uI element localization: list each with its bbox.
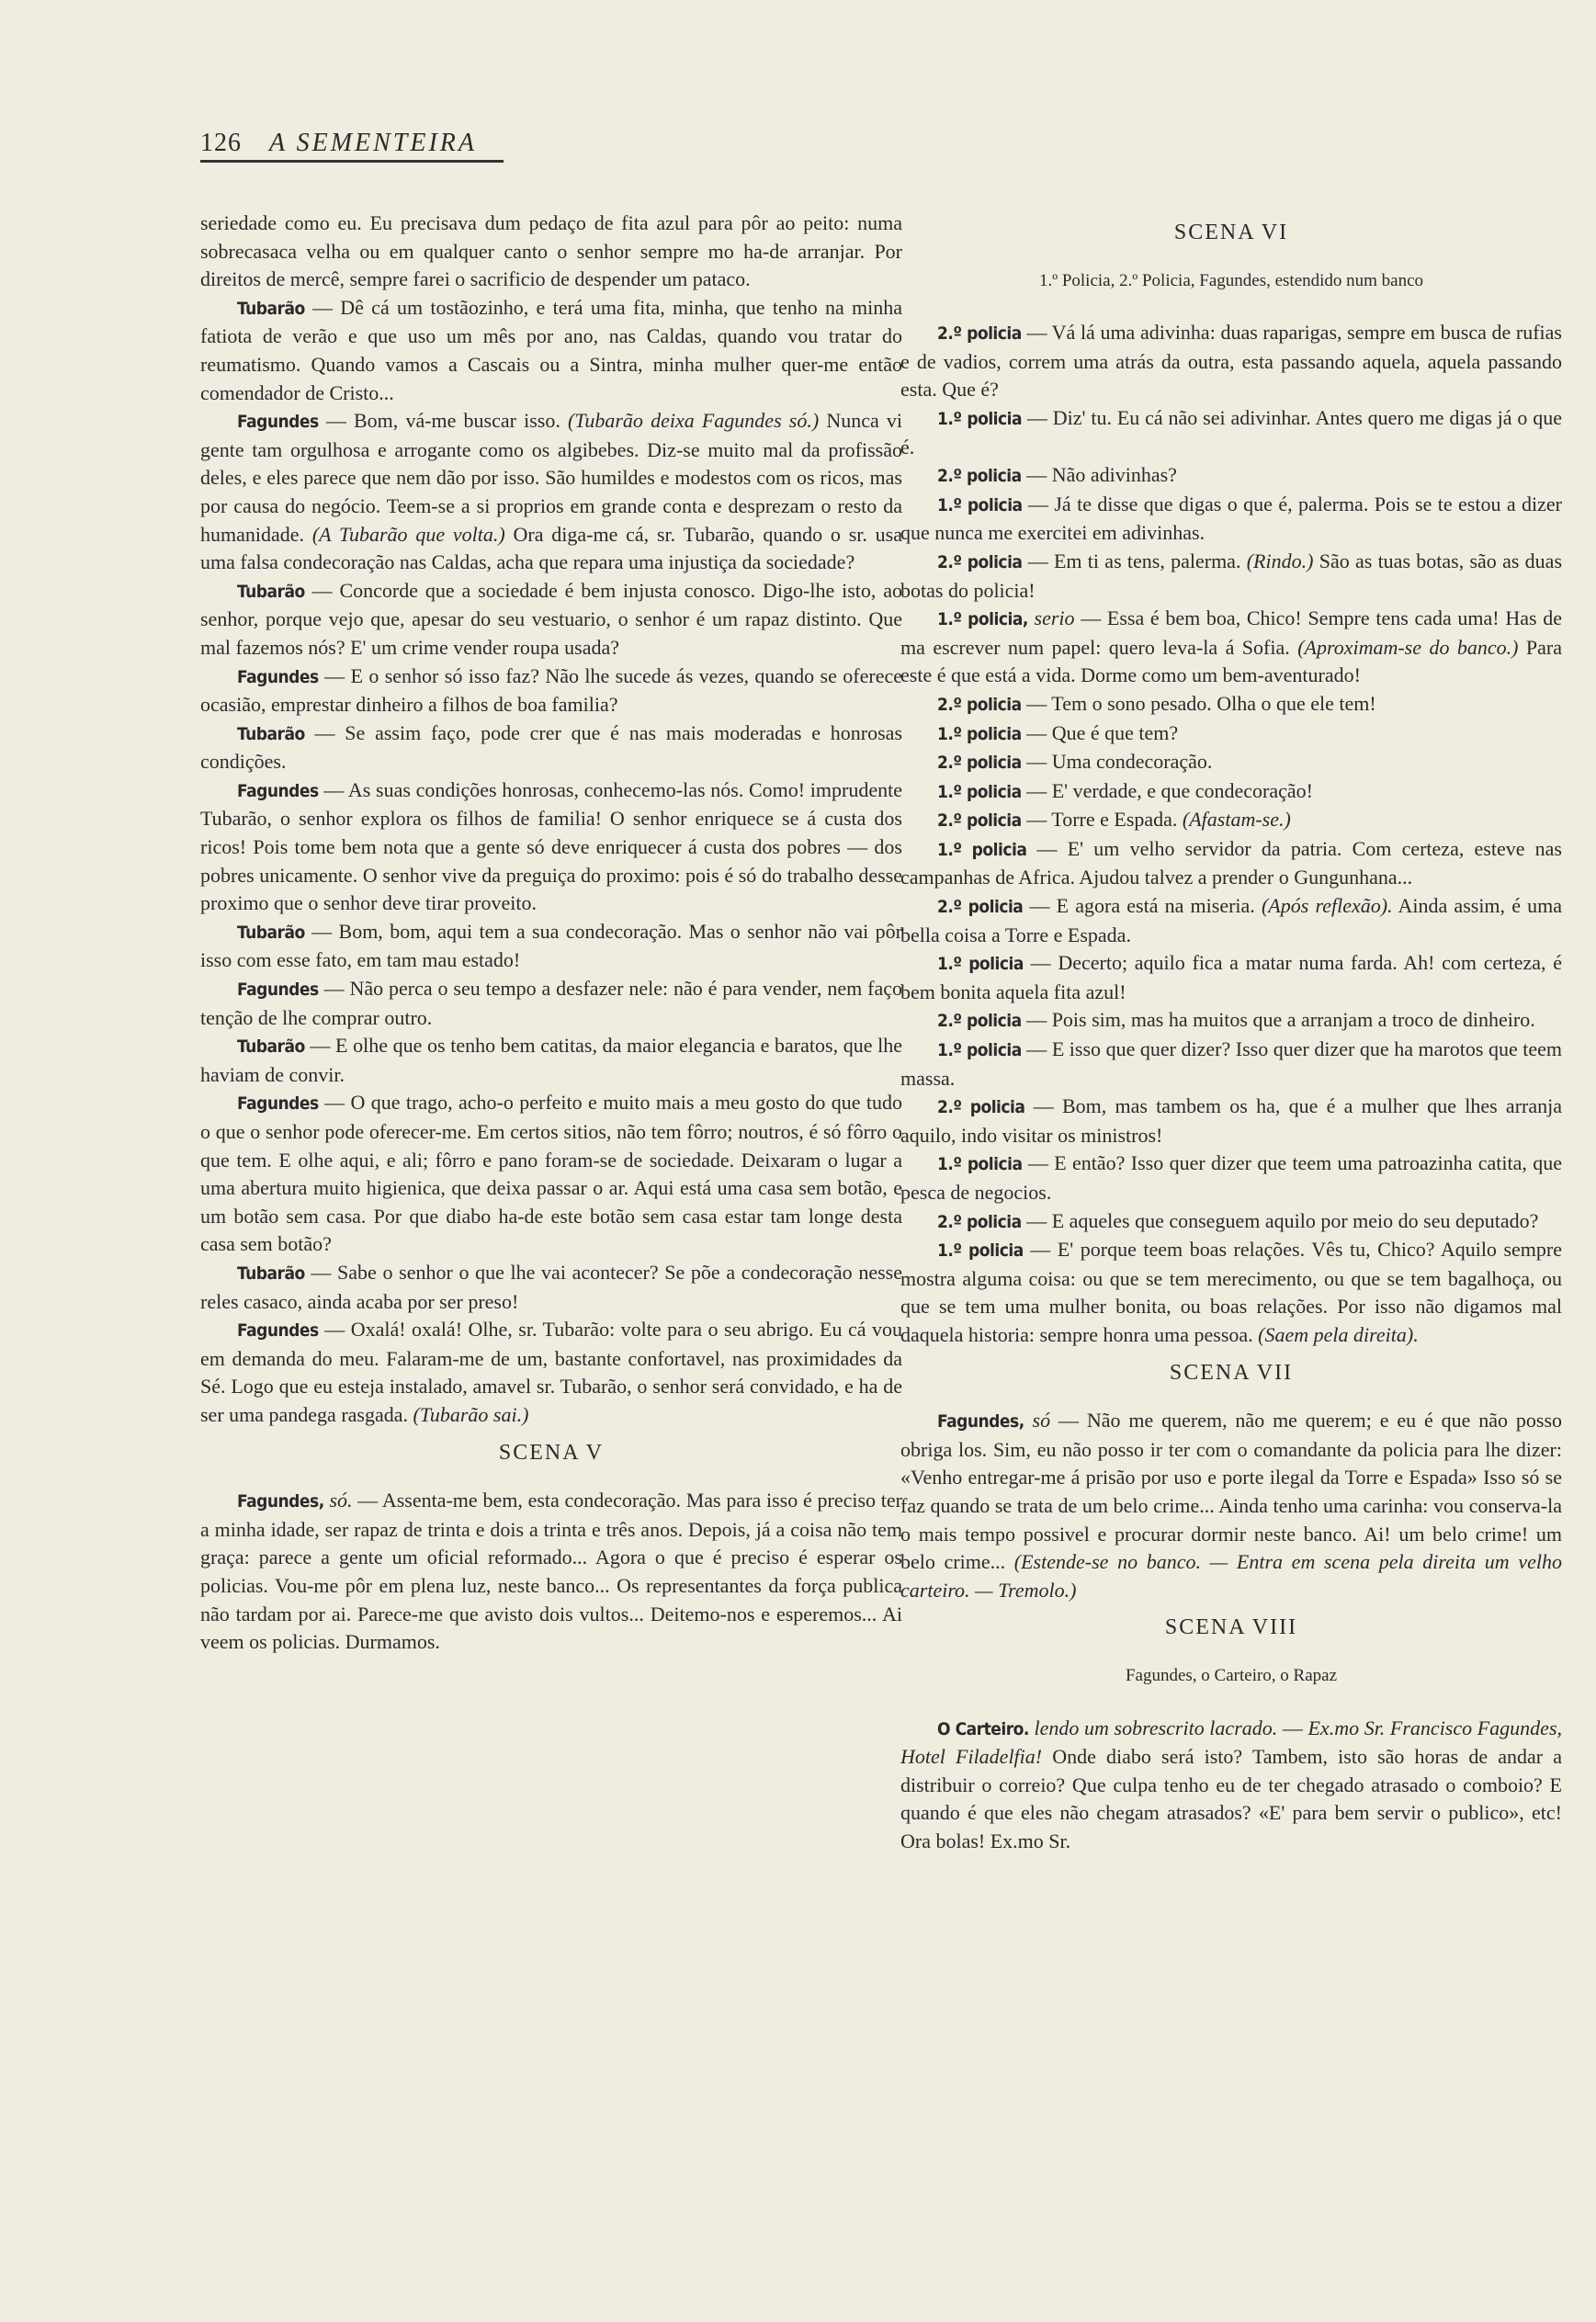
speaker-name: 1.º policia — [937, 954, 1024, 975]
dialogue-text: — Vá lá uma adivinha: duas raparigas, sempre em busca de rufias e de vadios, correm uma atrás da outra, esta passando aquela, aquela passando esta. Que é? — [900, 321, 1562, 402]
speaker-name: 1.º policia — [937, 1154, 1023, 1175]
dialogue-text: — E o senhor só isso faz? Não lhe sucede ás vezes, quando se oferece ocasião, emprestar dinheiro a filhos de boa familia? — [200, 663, 902, 717]
speaker-name: O Carteiro. — [937, 1718, 1029, 1739]
right-column — [900, 210, 1562, 1855]
speaker-name: Tubarão — [237, 581, 305, 602]
stage-direction: serio — [1027, 606, 1075, 630]
dialogue-paragraph — [200, 663, 902, 719]
speaker-name: 2.º policia — [937, 323, 1022, 345]
stage-direction: (Saem pela direita). — [1258, 1322, 1419, 1346]
dialogue-paragraph — [900, 949, 1562, 1006]
dialogue-text: — Tem o sono pesado. Olha o que ele tem! — [1021, 691, 1376, 715]
dialogue-text: — As suas condições honrosas, conhecemo-las nós. Como! imprudente Tubarão, o senhor explora os filhos de familia! O senhor enriquece se á custa dos ricos! Pois tome bem nota que a gente só deve enriquecer á custa dos pobres — dos pobres unicamente. O senhor vive da preguiça do proximo: pois é só do trabalho desse proximo que o senhor deve tirar proveito. — [200, 777, 902, 915]
dialogue-paragraph — [200, 1032, 902, 1089]
stage-direction: Ex.mo Sr. Francisco Fagundes, Hotel Filadelfia! — [900, 1716, 1563, 1769]
speaker-name: Tubarão — [237, 298, 305, 319]
stage-direction: só — [1024, 1409, 1051, 1433]
dialogue-paragraph — [900, 748, 1562, 777]
dialogue-text: Nunca vi gente tam orgulhosa e arrogante como os algibebes. Diz-se muito mal da profissão deles, e eles parece que nem dão por isso. São humildes e modestos com os ricos, mas por causa do negócio. Teem-se a si proprios em grande conta e desprezam o resto da humanidade. — [200, 409, 903, 546]
speaker-name: 2.º policia — [937, 810, 1022, 832]
dialogue-text: — Torre e Espada. — [1021, 808, 1183, 832]
speaker-name: 2.º policia — [937, 1097, 1025, 1118]
speaker-name: 1.º policia — [937, 839, 1027, 860]
dialogue-paragraph — [900, 719, 1562, 749]
stage-direction: (Tubarão deixa Fagundes só.) — [568, 409, 820, 433]
dialogue-text: — Bom, mas tambem os ha, que é a mulher que lhes arranja aquilo, indo visitar os ministros! — [900, 1094, 1562, 1147]
dialogue-paragraph — [900, 777, 1562, 807]
dialogue-text: Ora diga-me cá, sr. Tubarão, quando o sr. usa uma falsa condecoração nas Caldas, acha que repara uma injustiça da sociedade? — [200, 522, 902, 574]
dialogue-paragraph — [900, 1093, 1562, 1150]
dialogue-text: — — [1277, 1716, 1308, 1739]
dialogue-text: — E' porque teem boas relações. Vês tu, Chico? Aquilo sempre mostra alguma coisa: ou que se tem merecimento, ou que se tem bagalhoça, ou que se tem uma mulher bonita, ou boas relações. Por isso não digamos mal daquela historia: sempre honra uma pessoa. — [900, 1238, 1562, 1346]
speaker-name: Fagundes, — [237, 1491, 324, 1512]
dialogue-text: — Oxalá! oxalá! Olhe, sr. Tubarão: volte para o seu abrigo. Eu cá vou em demanda do meu. Falaram-me de um, bastante confortavel, nas proximidades da Sé. Logo que eu esteja instalado, amavel sr. Tubarão, o senhor será convidado, e ha de ser uma pandega rasgada. — [200, 1318, 902, 1426]
scene-heading: SCENA VIII — [1164, 1615, 1298, 1640]
dialogue-paragraph — [900, 548, 1562, 605]
dialogue-text: — E isso que quer dizer? Isso quer dizer que ha marotos que teem massa. — [900, 1037, 1562, 1090]
page-number: 126 — [200, 129, 242, 157]
dialogue-paragraph — [200, 1487, 902, 1657]
speaker-name: 2.º policia — [937, 897, 1024, 918]
stage-direction: (Estende-se no banco. — Entra em scena pela direita um velho carteiro. — Tremolo.) — [900, 1550, 1562, 1602]
dialogue-text: Para este é que está a vida. Dorme como um bem-aventurado! — [900, 635, 1563, 687]
dialogue-text: — Dê cá um tostãozinho, e terá uma fita, minha, que tenho na minha fatiota de verão e que uso um mês por ano, nas Caldas, quando vou tratar do reumatismo. Quando vamos a Cascais ou a Sintra, minha mulher quer-me então comendador de Cristo... — [200, 295, 902, 404]
dialogue-paragraph — [200, 210, 902, 294]
speaker-name: 2.º policia — [937, 1011, 1022, 1032]
stage-direction: (Afastam-se.) — [1182, 808, 1291, 832]
stage-direction: (Aproximam-se do banco.) — [1297, 635, 1519, 659]
speaker-name: Fagundes, — [937, 1411, 1024, 1433]
speaker-name: Fagundes — [237, 412, 319, 433]
speaker-name: Tubarão — [237, 723, 305, 744]
dialogue-text: — Sabe o senhor o que lhe vai acontecer? Se põe a condecoração nesse reles casaco, ainda acaba por ser preso! — [200, 1260, 902, 1313]
stage-direction: (Rindo.) — [1246, 549, 1314, 572]
dialogue-paragraph — [900, 806, 1562, 835]
stage-direction: (Tubarão sai.) — [413, 1402, 529, 1426]
publication-title: A SEMENTEIRA — [269, 129, 478, 157]
scene-heading: SCENA VI — [1173, 221, 1289, 244]
dialogue-paragraph — [200, 776, 902, 918]
speaker-name: Tubarão — [237, 922, 305, 943]
dialogue-text: — Bom, vá-me buscar isso. — [318, 409, 569, 433]
left-column — [200, 210, 902, 1657]
dialogue-text: — Assenta-me bem, esta condecoração. Mas para isso é preciso ter a minha idade, ser rapaz de trinta e dois a trinta e três anos. Depois, já a coisa não tem graça: parece a gente um oficial reformado... Agora o que é preciso é esperar os policias. Vou-me pôr em plena luz, neste banco... Os representantes da força publica não tardam por ai. Parece-me que avisto dois vultos... Deitemo-nos e esperemos... Ai veem os policias. Durmamos. — [200, 1489, 902, 1654]
speaker-name: 1.º policia — [937, 1040, 1022, 1061]
speaker-name: Fagundes — [237, 1320, 319, 1342]
scene-cast: 1.º Policia, 2.º Policia, Fagundes, estendido num banco — [1038, 270, 1424, 290]
scene-cast: Fagundes, o Carteiro, o Rapaz — [1125, 1665, 1338, 1685]
dialogue-text: — Não adivinhas? — [1021, 463, 1177, 487]
dialogue-paragraph — [900, 690, 1562, 719]
dialogue-text: — E' um velho servidor da patria. Com certeza, esteve nas campanhas de Africa. Ajudou talvez a prender o Gungunhana... — [900, 836, 1562, 889]
speaker-name: 2.º policia — [937, 753, 1022, 774]
speaker-name: 1.º policia — [937, 781, 1022, 802]
dialogue-paragraph — [900, 1150, 1562, 1206]
dialogue-text: — Concorde que a sociedade é bem injusta conosco. Digo-lhe isto, ao senhor, porque vejo que, apesar do seu vestuario, o senhor é um rapaz distinto. Que mal fazemos nós? E' um crime vender roupa usada? — [200, 578, 902, 659]
page-header — [200, 129, 504, 163]
dialogue-text: seriedade como eu. Eu precisava dum pedaço de fita azul para pôr ao peito: numa sobrecasaca velha ou em qualquer canto o senhor sempre mo ha-de arranjar. Por direitos de mercê, sempre farei o sacrificio de despender um pataco. — [200, 211, 902, 291]
speaker-name: Fagundes — [237, 1093, 319, 1115]
dialogue-text: — Essa é bem boa, Chico! Sempre tens cada uma! Has de ma escrever num papel: quero leva-la á Sofia. — [900, 606, 1562, 659]
dialogue-paragraph — [200, 1316, 902, 1429]
dialogue-text: — Uma condecoração. — [1021, 750, 1213, 774]
speaker-name: Tubarão — [237, 1263, 305, 1284]
dialogue-text: — Pois sim, mas ha muitos que a arranjam a troco de dinheiro. — [1021, 1008, 1535, 1032]
speaker-name: Fagundes — [237, 980, 319, 1001]
speaker-name: Tubarão — [237, 1036, 305, 1058]
dialogue-text: — Não perca o seu tempo a desfazer nele: não é para vender, nem faço tenção de lhe comprar outro. — [200, 977, 902, 1029]
dialogue-text: — E' verdade, e que condecoração! — [1021, 778, 1313, 802]
dialogue-text: — O que trago, acho-o perfeito e muito mais a meu gosto do que tudo o que o senhor pode oferecer-me. Em certos sitios, não tem fôrro; noutros, é só fôrro o que tem. E olhe aqui, e ali; fôrro e pano foram-se de sociedade. Deixaram o lugar a uma abertura muito higienica, que deixa passar o ar. Aqui está uma casa sem botão, e um botão sem casa. Por que diabo ha-de este botão sem casa estar tam longe desta casa sem botão? — [200, 1091, 902, 1256]
dialogue-text: — E olhe que os tenho bem catitas, da maior elegancia e baratos, que lhe haviam de convir. — [200, 1034, 902, 1086]
dialogue-text: — Que é que tem? — [1021, 720, 1179, 744]
dialogue-paragraph — [900, 461, 1562, 491]
dialogue-paragraph — [900, 1715, 1562, 1856]
dialogue-text: — Diz' tu. Eu cá não sei adivinhar. Antes quero me digas já o que é. — [900, 405, 1562, 459]
scene-heading: SCENA VII — [1169, 1360, 1294, 1385]
dialogue-paragraph — [900, 1036, 1562, 1093]
speaker-name: Fagundes — [237, 666, 319, 687]
dialogue-text: — E agora está na miseria. — [1023, 894, 1262, 918]
stage-direction: (A Tubarão que volta.) — [311, 522, 505, 546]
dialogue-paragraph — [200, 918, 902, 975]
dialogue-paragraph — [200, 577, 902, 663]
dialogue-paragraph — [900, 1207, 1562, 1237]
speaker-name: 1.º policia — [937, 723, 1022, 744]
scene-heading: SCENA V — [498, 1440, 605, 1465]
speaker-name: 2.º policia — [937, 1211, 1022, 1232]
speaker-name: 2.º policia — [937, 694, 1022, 715]
dialogue-paragraph — [900, 404, 1562, 461]
dialogue-text: — Bom, bom, aqui tem a sua condecoração. Mas o senhor não vai pôr isso com esse fato, em tam mau estado! — [200, 919, 902, 972]
stage-direction: (Após reflexão). — [1261, 894, 1393, 918]
dialogue-paragraph — [200, 719, 902, 776]
dialogue-text: — Decerto; aquilo fica a matar numa farda. Ah! com certeza, é bem bonita aquela fita azul! — [900, 951, 1562, 1003]
speaker-name: 1.º policia — [937, 1240, 1024, 1262]
dialogue-paragraph — [900, 892, 1562, 949]
dialogue-paragraph — [900, 491, 1562, 548]
dialogue-text: — Se assim faço, pode crer que é nas mais moderadas e honrosas condições. — [200, 720, 902, 774]
dialogue-text: — Em ti as tens, palerma. — [1022, 549, 1247, 572]
dialogue-text: — E então? Isso quer dizer que teem uma patroazinha catita, que pesca de negocios. — [900, 1151, 1562, 1204]
stage-direction: lendo um sobrescrito lacrado. — [1028, 1716, 1278, 1739]
dialogue-text: Onde diabo será isto? Tambem, isto são horas de andar a distribuir o correio? Que culpa tenho eu de ter chegado atrasado o comboio? E quando é que eles não chegam atrasados? «E' para bem servir o publico», etc! Ora bolas! Ex.mo Sr. — [900, 1745, 1563, 1852]
dialogue-paragraph — [900, 835, 1562, 892]
dialogue-text: — Já te disse que digas o que é, palerma. Pois se te estou a dizer que nunca me exercitei em adivinhas. — [900, 492, 1562, 545]
stage-direction: só. — [323, 1489, 353, 1512]
dialogue-text: — Não me querem, não me querem; e eu é que não posso obriga los. Sim, eu não posso ir ter com o comandante da policia para lhe dizer: «Venho entregar-me á prisão por uso e porte ilegal da Torre e Espada» Isso só se faz quando se trata de um belo crime... Ainda tenho uma carinha: vou conserva-la o mais tempo possivel e procurar dormir neste banco. Ai! um belo crime! um belo crime... — [900, 1409, 1563, 1574]
dialogue-paragraph — [200, 1259, 902, 1316]
dialogue-paragraph — [900, 1236, 1562, 1349]
speaker-name: 2.º policia — [937, 551, 1023, 572]
speaker-name: 1.º policia — [937, 408, 1023, 429]
dialogue-text: — E aqueles que conseguem aquilo por meio do seu deputado? — [1021, 1208, 1539, 1232]
dialogue-paragraph — [900, 1407, 1562, 1604]
speaker-name: Fagundes — [237, 780, 319, 801]
dialogue-text: São as tuas botas, são as duas botas do policia! — [900, 549, 1563, 602]
dialogue-paragraph — [200, 1089, 902, 1259]
dialogue-paragraph — [900, 1006, 1562, 1036]
dialogue-text: Ainda assim, é uma bella coisa a Torre e Espada. — [900, 894, 1563, 946]
dialogue-paragraph — [200, 294, 902, 407]
dialogue-paragraph — [200, 975, 902, 1032]
speaker-name: 1.º policia — [937, 494, 1023, 515]
speaker-name: 2.º policia — [937, 466, 1022, 487]
dialogue-paragraph — [900, 319, 1562, 404]
dialogue-paragraph — [200, 407, 902, 577]
speaker-name: 1.º policia, — [937, 609, 1028, 630]
dialogue-paragraph — [900, 605, 1562, 690]
